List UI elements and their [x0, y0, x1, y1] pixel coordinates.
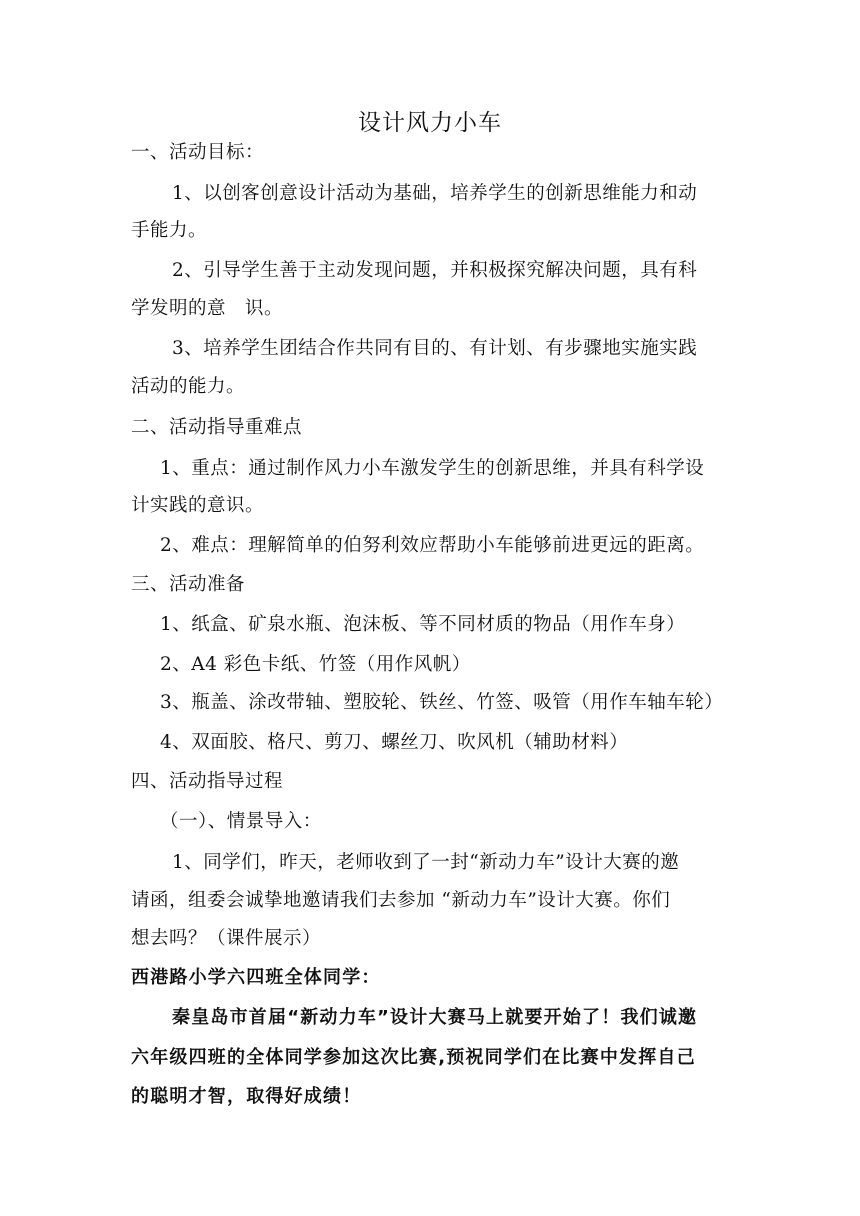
paragraph-line: 计实践的意识。 — [131, 495, 265, 516]
paragraph-line: 3、培养学生团结合作共同有目的、有计划、有步骤地实施实践 — [172, 338, 698, 359]
paragraph-line: 1、重点：通过制作风力小车激发学生的创新思维，并具有科学设 — [160, 458, 705, 479]
paragraph-line: 1、以创客创意设计活动为基础，培养学生的创新思维能力和动 — [172, 183, 698, 204]
list-item: 2、A4 彩色卡纸、竹签（用作风帆） — [160, 654, 471, 675]
paragraph-line: 手能力。 — [131, 220, 208, 241]
list-item: 4、双面胶、格尺、剪刀、螺丝刀、吹风机（辅助材料） — [160, 732, 629, 753]
paragraph-line: 1、同学们，昨天，老师收到了一封“新动力车”设计大赛的邀 — [172, 852, 680, 873]
subsection-heading: （一）、情景导入： — [160, 811, 322, 832]
paragraph-line: 请函，组委会诚挚地邀请我们去参加 “新动力车”设计大赛。你们 — [131, 890, 671, 911]
section-heading: 一、活动目标： — [131, 142, 265, 163]
paragraph-line: 学发明的意 识。 — [131, 298, 284, 319]
section-heading: 二、活动指导重难点 — [131, 417, 303, 438]
paragraph-line: 想去吗？（课件展示） — [131, 928, 322, 949]
letter-line: 六年级四班的全体同学参加这次比赛,预祝同学们在比赛中发挥自己 — [131, 1047, 696, 1068]
paragraph-line: 2、引导学生善于主动发现问题，并积极探究解决问题，具有科 — [172, 260, 698, 281]
section-heading: 三、活动准备 — [131, 574, 246, 595]
list-item: 1、纸盒、矿泉水瓶、泡沫板、等不同材质的物品（用作车身） — [160, 614, 686, 635]
list-item: 3、瓶盖、涂改带轴、塑胶轮、铁丝、竹签、吸管（用作车轴车轮） — [160, 692, 724, 713]
letter-line: 的聪明才智，取得好成绩！ — [131, 1086, 362, 1107]
paragraph-line: 2、难点：理解简单的伯努利效应帮助小车能够前进更远的距离。 — [160, 535, 705, 556]
document-title: 设计风力小车 — [358, 110, 502, 136]
paragraph-line: 活动的能力。 — [131, 376, 246, 397]
letter-salutation: 西港路小学六四班全体同学： — [131, 967, 381, 988]
section-heading: 四、活动指导过程 — [131, 771, 284, 792]
letter-line: 秦皇岛市首届“新动力车”设计大赛马上就要开始了！我们诚邀 — [172, 1007, 698, 1028]
